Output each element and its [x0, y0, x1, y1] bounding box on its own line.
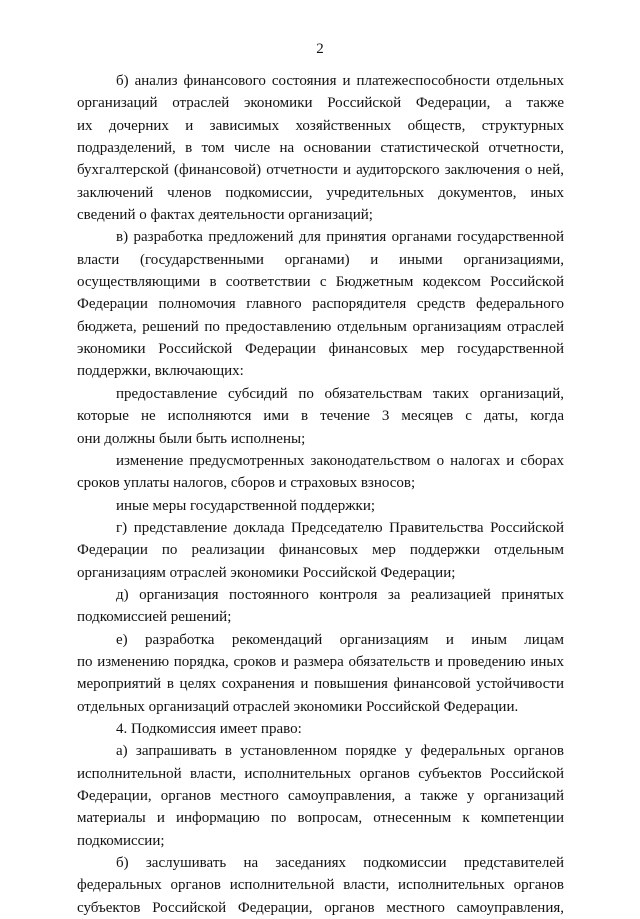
text-line: осуществляющими в соответствии с Бюджетным кодексом Российской	[77, 274, 564, 291]
text-line: в) разработка предложений для принятия органами государственной	[116, 229, 564, 246]
text-line: подразделений, в том числе на основании статистической отчетности,	[77, 140, 564, 157]
text-line: б) заслушивать на заседаниях подкомиссии представителей	[116, 855, 564, 872]
document-body	[77, 70, 564, 919]
text-line: е) разработка рекомендаций организациям и иным лицам	[116, 631, 564, 648]
text-line: бухгалтерской (финансовой) отчетности и аудиторского заключения о ней,	[77, 162, 564, 179]
text-line: которые не исполняются ими в течение 3 месяцев с даты, когда	[77, 408, 564, 425]
text-line: 4. Подкомиссия имеет право:	[116, 720, 302, 737]
text-line: д) организация постоянного контроля за реализацией принятых	[116, 586, 564, 603]
text-line: поддержки, включающих:	[77, 363, 244, 380]
text-line: исполнительной власти, исполнительных органов субъектов Российской	[77, 765, 564, 782]
text-line: Федерации по реализации финансовых мер поддержки отдельным	[77, 542, 564, 559]
text-line: материалы и информацию по вопросам, отнесенным к компетенции	[77, 810, 564, 827]
text-line: заключений членов подкомиссии, учредительных документов, иных	[77, 184, 564, 201]
text-line: подкомиссии;	[77, 832, 165, 849]
text-line: они должны были быть исполнены;	[77, 430, 306, 447]
text-line: власти (государственными органами) и иными организациями,	[77, 251, 564, 268]
text-line: а) запрашивать в установленном порядке у федеральных органов	[116, 743, 564, 760]
text-line: бюджета, решений по предоставлению отдельным организациям отраслей	[77, 318, 564, 335]
text-line: организаций отраслей экономики Российской Федерации, а также	[77, 95, 564, 112]
text-line: отдельных организаций отраслей экономики Российской Федерации.	[77, 698, 519, 715]
text-line: субъектов Российской Федерации, органов местного самоуправления,	[77, 899, 564, 916]
text-line: федеральных органов исполнительной власти, исполнительных органов	[77, 877, 564, 894]
text-line: сведений о фактах деятельности организаций;	[77, 207, 373, 224]
text-line: б) анализ финансового состояния и платежеспособности отдельных	[116, 73, 564, 89]
text-line: организациям отраслей экономики Российской Федерации;	[77, 564, 456, 581]
text-line: подкомиссией решений;	[77, 609, 232, 626]
text-line: Федерации полномочия главного распорядителя средств федерального	[77, 296, 564, 313]
text-line: изменение предусмотренных законодательством о налогах и сборах	[116, 452, 564, 469]
text-line: мероприятий в целях сохранения и повышения финансовой устойчивости	[77, 676, 564, 693]
text-line: иные меры государственной поддержки;	[116, 497, 376, 514]
text-line: предоставление субсидий по обязательствам таких организаций,	[116, 385, 564, 402]
text-line: их дочерних и зависимых хозяйственных обществ, структурных	[77, 117, 564, 134]
page-number: 2	[316, 41, 324, 57]
text-line: экономики Российской Федерации финансовых мер государственной	[77, 341, 564, 358]
text-line: сроков уплаты налогов, сборов и страховых взносов;	[77, 475, 416, 492]
text-line: по изменению порядка, сроков и размера обязательств и проведению иных	[77, 653, 564, 670]
text-line: г) представление доклада Председателю Правительства Российской	[116, 519, 564, 536]
text-line: Федерации, органов местного самоуправления, а также у организаций	[77, 788, 564, 804]
